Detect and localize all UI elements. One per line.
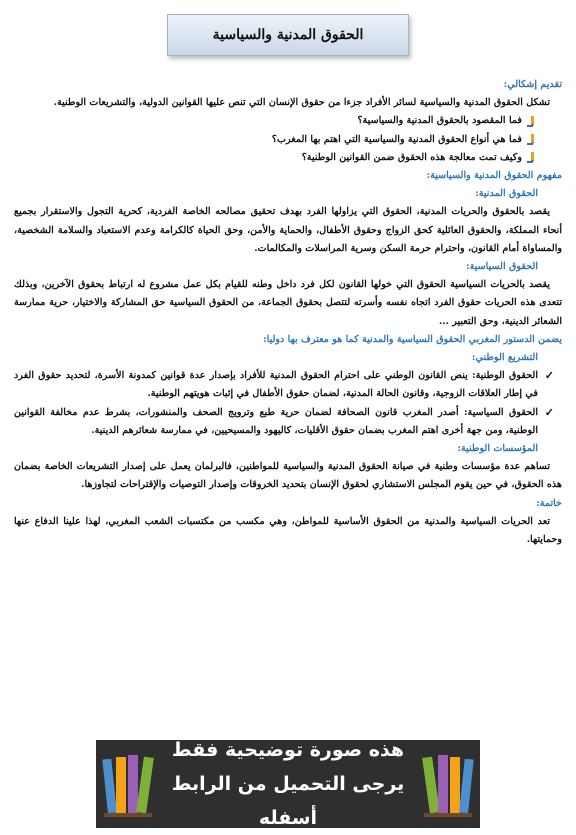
institutions-heading: المؤسسات الوطنية: bbox=[457, 443, 538, 455]
institutions-text: تساهم عدة مؤسسات وطنية في صيانة الحقوق المدنية والسياسية للمواطنين، فالبرلمان يعمل على إصدار التشريعات الخاصة بضمان هذه الحقوق، في حين يقوم المجلس الاستشاري لحقوق الإنسان بتحديد الخروقات وإصدار التوصيات والإقتراحات لتجاوزها. bbox=[14, 461, 562, 491]
concept-heading: مفهوم الحقوق المدنية والسياسية: bbox=[426, 170, 562, 182]
list-item bbox=[14, 149, 538, 167]
list-item bbox=[14, 131, 538, 149]
intro-text: تشكل الحقوق المدنية والسياسية لسائر الأفراد جزءا من حقوق الإنسان التي تنص عليها القوانين الدولية، والتشريعات الوطنية. bbox=[53, 97, 550, 109]
questions-list bbox=[14, 112, 562, 167]
banner-text bbox=[160, 733, 416, 835]
question-2: فما هي أنواع الحقوق المدنية والسياسية التي اهتم بها المغرب؟ bbox=[271, 133, 522, 145]
download-banner bbox=[96, 740, 480, 828]
list-item bbox=[14, 404, 554, 440]
legislation-item-political: الحقوق السياسية: أصدر المغرب قانون الصحافة لضمان حرية طبع وترويج الصحف والمنشورات، بشرط عدم مخالفة القوانين الوطنية، ومن جهة أخرى اهتم المغرب بضمان حقوق الأقليات، كاليهود والمسيحيين، في ممارسة شعائرهم الدينية. bbox=[14, 406, 538, 436]
books-icon bbox=[102, 749, 154, 819]
political-rights-text: يقصد بالحريات السياسية الحقوق التي خولها القانون لكل فرد داخل وطنه للقيام بكل عمل مشروع له ارتباط بحقوق الآخرين، وبذلك تتعدى هذه الحريات حقوق الفرد اتجاه نفسه وأسرته لتتصل بحقوق الجماعة، من الحقوق السياسية حق المشاركة والاختيار، حرية ممارسة الشعائر الدينية، وحق التعبير ... bbox=[14, 279, 562, 327]
check-icon: ✓ bbox=[544, 369, 554, 383]
banner-line-2: يرجى التحميل من الرابط أسفله bbox=[171, 773, 405, 829]
banner-line-1: هذه صورة توضيحية فقط bbox=[171, 739, 405, 761]
document-body bbox=[14, 76, 562, 549]
list-item bbox=[14, 367, 554, 403]
list-item bbox=[14, 112, 538, 130]
civil-rights-text: يقصد بالحقوق والحريات المدنية، الحقوق التي يزاولها الفرد بهدف تحقيق مصالحه الخاصة الفردية، كحرية التجول والاستقرار بجميع أنحاء المملكة، والحقوق العائلية كحق الزواج وحقوق الأطفال، والحماية والأمن، وحق الحياة كالكرامة وعدم الاستعباد والسلامة الشخصية، والمساواة أمام القانون، واحترام حرمة السكن وسرية المراسلات والمكالمات. bbox=[14, 206, 562, 254]
intro-heading: تقديم إشكالي: bbox=[503, 79, 562, 90]
pencil-icon bbox=[526, 134, 538, 146]
civil-rights-heading: الحقوق المدنية: bbox=[475, 188, 538, 200]
question-3: وكيف تمت معالجة هذه الحقوق ضمن القوانين الوطنية؟ bbox=[301, 151, 522, 163]
legislation-item-civil: الحقوق الوطنية: ينص القانون الوطني على احترام الحقوق المدنية للأفراد بإصدار عدة قوانين كمدونة الأسرة، لتحديد حقوق الفرد في إطار العلاقات الزوجية، وقانون الحالة المدنية، لضمان حقوق الأطفال في إثبات هويتهم الوطنية. bbox=[14, 370, 538, 400]
constitution-heading: يضمن الدستور المغربي الحقوق السياسية والمدنية كما هو معترف بها دوليا: bbox=[263, 333, 562, 345]
books-icon bbox=[422, 749, 474, 819]
pencil-icon bbox=[526, 116, 538, 128]
legislation-list bbox=[14, 367, 562, 440]
check-icon: ✓ bbox=[544, 405, 554, 419]
page-title: الحقوق المدنية والسياسية bbox=[167, 14, 409, 56]
question-1: فما المقصود بالحقوق المدنية والسياسية؟ bbox=[357, 115, 522, 127]
pencil-icon bbox=[526, 152, 538, 164]
political-rights-heading: الحقوق السياسية: bbox=[466, 261, 538, 273]
conclusion-text: تعد الحريات السياسية والمدنية من الحقوق الأساسية للمواطن، وهي مكسب من مكتسبات الشعب المغربي، لهذا علينا الدفاع عنها وحمايتها. bbox=[14, 515, 562, 546]
legislation-heading: التشريع الوطني: bbox=[471, 352, 538, 364]
conclusion-heading: خاتمة: bbox=[536, 497, 562, 509]
